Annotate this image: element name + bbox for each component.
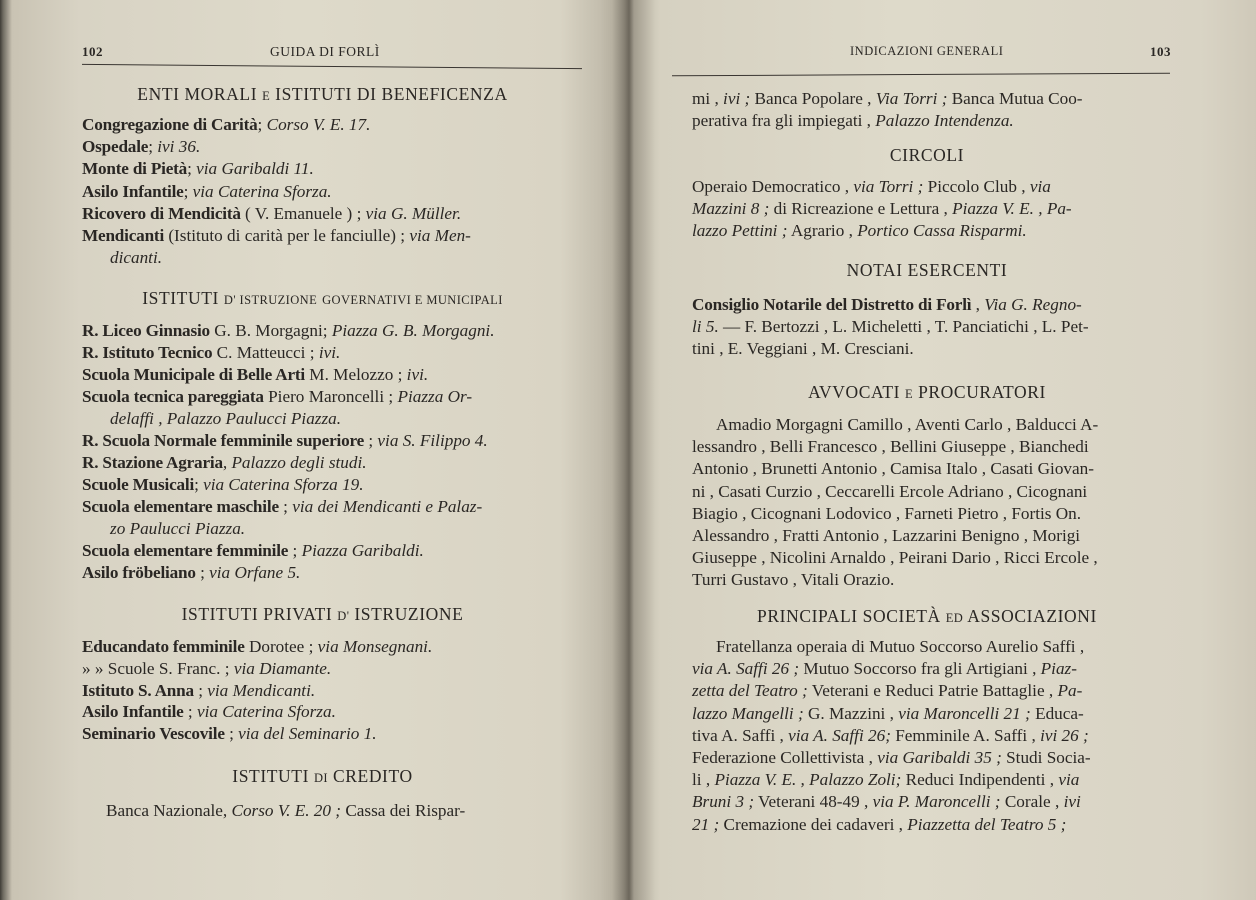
entry-text: G. Mazzini , xyxy=(803,703,899,723)
entry-address: Corso V. E. 17. xyxy=(266,115,371,134)
entry-address: via xyxy=(1058,770,1080,790)
heading-main: NOTAI ESERCENTI xyxy=(846,260,1008,280)
text-line xyxy=(82,658,583,680)
heading-main: ISTITUTI PRIVATI xyxy=(181,604,333,624)
header-rule xyxy=(82,64,582,69)
entry-text: tini , E. Veggiani , M. Cresciani. xyxy=(692,339,914,359)
entry-name: Monte di Pietà xyxy=(82,159,188,179)
entry-text: — F. Bertozzi , L. Micheletti , T. Panciatichi , L. Pet- xyxy=(718,317,1089,337)
entry-text: Educa- xyxy=(1030,703,1084,723)
section-heading xyxy=(672,606,1182,627)
entry-address: Via G. Regno- xyxy=(984,295,1082,314)
text-line xyxy=(692,725,1170,747)
text-line xyxy=(82,136,583,158)
entry-text: ; xyxy=(278,497,293,516)
entry-address: via del Seminario 1. xyxy=(238,724,377,744)
entry-address: via Garibaldi 11. xyxy=(196,159,314,179)
entry-address: lazzo Mangelli ; xyxy=(692,703,804,723)
entry-text: li , xyxy=(692,770,715,790)
entry-text: M. Melozzo ; xyxy=(304,365,407,384)
entry-address: Corso V. E. 20 ; xyxy=(231,801,342,820)
entry-text: ; xyxy=(194,475,204,494)
text-line xyxy=(692,110,1170,132)
running-head-left xyxy=(60,44,585,64)
entry-text: ; xyxy=(224,724,239,744)
entry-text: ( V. Emanuele ) ; xyxy=(240,203,366,223)
entry-name: Scuola elementare maschile xyxy=(82,497,279,516)
entry-text: Turri Gustavo , Vitali Orazio. xyxy=(692,570,895,590)
heading-rest: ISTITUTI DI BENEFICENZA xyxy=(275,84,508,104)
entry-address: Piazza Or- xyxy=(397,387,473,406)
entry-text: Giuseppe , Nicolini Arnaldo , Peirani Dario , Ricci Ercole , xyxy=(692,548,1098,568)
entry-text: Operaio Democratico , xyxy=(692,177,854,196)
entry-text: Studi Socia- xyxy=(1001,747,1091,767)
entry-name: Mendicanti xyxy=(82,225,165,245)
entry-address: via Monsegnani. xyxy=(317,637,433,656)
entry-text: di Ricreazione e Lettura , xyxy=(769,199,953,219)
text-line xyxy=(82,158,583,180)
entry-address: via dei Mendicanti e Palaz- xyxy=(292,497,483,516)
section-body xyxy=(692,176,1170,243)
entry-name: R. Istituto Tecnico xyxy=(82,343,213,362)
entry-text: ; xyxy=(288,541,302,560)
text-line xyxy=(692,458,1170,480)
text-line xyxy=(82,364,583,386)
entry-text: , xyxy=(971,295,985,314)
section-heading xyxy=(60,766,585,787)
text-line xyxy=(82,225,583,247)
header-rule xyxy=(672,73,1170,77)
entry-name: Educandato femminile xyxy=(82,637,245,656)
section-body xyxy=(82,636,583,745)
heading-conjunction: D' ISTRUZIONE xyxy=(223,293,318,307)
text-line xyxy=(692,703,1170,725)
entry-address: ivi xyxy=(1063,792,1081,812)
text-line xyxy=(82,181,583,203)
entry-address: Via Torri ; xyxy=(875,89,948,108)
heading-rest: CREDITO xyxy=(332,766,413,786)
entry-address: Bruni 3 ; xyxy=(692,792,755,812)
entry-address: via Torri ; xyxy=(853,177,924,196)
entry-address: Mazzini 8 ; xyxy=(692,199,770,219)
text-line xyxy=(692,769,1170,791)
entry-address: via Maroncelli 21 ; xyxy=(898,703,1031,723)
entry-address: via A. Saffi 26 ; xyxy=(692,659,800,679)
entry-address: ivi. xyxy=(318,343,341,362)
entry-text: ; xyxy=(148,137,158,157)
text-line xyxy=(82,408,583,430)
text-line xyxy=(82,540,583,562)
entry-text: ; xyxy=(364,431,378,450)
right-page xyxy=(672,0,1182,900)
entry-text: Piccolo Club , xyxy=(923,177,1030,196)
entry-text: Cassa dei Rispar- xyxy=(341,801,466,820)
entry-text: ; xyxy=(187,159,197,179)
section-heading xyxy=(672,260,1182,281)
entry-address: via P. Maroncelli ; xyxy=(872,792,1001,812)
entry-text: Corale , xyxy=(1000,792,1064,812)
entry-name: Ospedale xyxy=(82,137,149,157)
text-line xyxy=(82,114,583,136)
entry-text: ni , Casati Curzio , Ceccarelli Ercole Adriano , Cicognani xyxy=(692,481,1088,501)
entry-address: lazzo Pettini ; xyxy=(692,221,788,241)
entry-address: Palazzo degli studi. xyxy=(231,453,367,472)
heading-rest: ISTRUZIONE xyxy=(354,604,464,624)
text-line xyxy=(692,176,1170,198)
text-line xyxy=(82,342,583,364)
text-line xyxy=(82,800,583,822)
text-line xyxy=(692,294,1170,316)
text-line xyxy=(82,430,583,452)
entry-name: Asilo Infantile xyxy=(82,702,184,722)
heading-rest: PROCURATORI xyxy=(918,382,1046,402)
text-line xyxy=(692,525,1170,547)
entry-name: Consiglio Notarile del Distretto di Forlì xyxy=(692,295,972,314)
entry-text: Reduci Indipendenti , xyxy=(901,770,1059,790)
entry-text: ; xyxy=(183,181,193,201)
text-line xyxy=(692,338,1170,360)
text-line xyxy=(82,723,583,745)
entry-address: zo Paulucci Piazza. xyxy=(110,519,246,538)
entry-address: via Caterina Sforza. xyxy=(192,181,332,201)
entry-address: Piazza G. B. Morgagni. xyxy=(331,321,495,340)
text-line xyxy=(82,452,583,474)
entry-name: Scuola tecnica pareggiata xyxy=(82,387,264,406)
text-line xyxy=(692,791,1170,813)
entry-address: Piazza V. E. , Pa- xyxy=(952,199,1072,219)
section-body xyxy=(692,636,1170,836)
entry-name: Asilo fröbeliano xyxy=(82,563,196,582)
entry-name: Ricovero di Mendicità xyxy=(82,203,241,223)
running-title: INDICAZIONI GENERALI xyxy=(850,44,1004,58)
entry-text: Dorotee ; xyxy=(244,637,318,656)
text-line xyxy=(692,481,1170,503)
text-line xyxy=(82,320,583,342)
entry-text: ; xyxy=(257,115,267,134)
text-line xyxy=(82,680,583,702)
heading-main: PRINCIPALI SOCIETÀ xyxy=(757,606,941,626)
text-line xyxy=(82,636,583,658)
entry-name: R. Liceo Ginnasio xyxy=(82,321,210,340)
text-line xyxy=(692,198,1170,220)
entry-address: via S. Filippo 4. xyxy=(377,431,488,450)
entry-name: R. Stazione Agraria xyxy=(82,453,223,472)
section-heading xyxy=(60,604,585,625)
text-line xyxy=(692,636,1170,658)
heading-main: CIRCOLI xyxy=(889,145,965,165)
entry-name: Istituto S. Anna xyxy=(82,680,194,700)
section-heading xyxy=(60,84,585,105)
entry-text: Cremazione dei cadaveri , xyxy=(719,814,908,834)
heading-main: ISTITUTI xyxy=(142,288,219,308)
entry-address: li 5. xyxy=(692,317,719,337)
entry-text: ; xyxy=(195,563,210,582)
entry-text: Amadio Morgagni Camillo , Aventi Carlo , Balducci A- xyxy=(716,415,1099,434)
text-line xyxy=(692,414,1170,436)
entry-text: C. Matteucci ; xyxy=(212,343,319,362)
entry-text: Banca Mutua Coo- xyxy=(947,89,1083,108)
entry-text: » » Scuole S. Franc. ; xyxy=(82,658,234,678)
page-number: 103 xyxy=(1150,44,1171,59)
entry-text: , xyxy=(222,453,232,472)
entry-address: Palazzo Intendenza. xyxy=(875,111,1014,131)
text-line xyxy=(82,701,583,723)
text-line xyxy=(692,503,1170,525)
text-line xyxy=(82,562,583,584)
entry-address: ivi 26 ; xyxy=(1040,725,1089,745)
heading-main: AVVOCATI xyxy=(808,382,901,402)
text-line xyxy=(692,747,1170,769)
entry-text: Antonio , Brunetti Antonio , Camisa Italo , Casati Giovan- xyxy=(692,459,1094,479)
heading-conjunction: DI xyxy=(314,771,328,785)
section-body xyxy=(692,88,1170,132)
entry-text: Femminile A. Saffi , xyxy=(890,725,1041,745)
entry-address: via A. Saffi 26; xyxy=(788,725,891,745)
entry-text: ; xyxy=(183,702,197,722)
entry-text: Banca Nazionale, xyxy=(106,801,232,820)
section-body xyxy=(692,414,1170,592)
entry-address: via Caterina Sforza 19. xyxy=(203,475,364,494)
heading-conjunction: ED xyxy=(945,611,964,625)
heading-main: ISTITUTI xyxy=(232,766,310,786)
entry-address: via Mendicanti. xyxy=(207,680,316,700)
entry-name: Asilo Infantile xyxy=(82,181,184,201)
text-line xyxy=(82,247,583,269)
entry-text: (Istituto di carità per le fanciulle) ; xyxy=(164,225,410,245)
entry-name: Congregazione di Carità xyxy=(82,115,258,134)
entry-name: Scuola elementare femminile xyxy=(82,541,289,560)
text-line xyxy=(82,386,583,408)
entry-address: via G. Müller. xyxy=(365,203,462,223)
entry-address: ivi. xyxy=(406,365,429,384)
entry-text: Federazione Collettivista , xyxy=(692,747,878,767)
entry-address: Piazzetta del Teatro 5 ; xyxy=(907,814,1067,834)
text-line xyxy=(692,88,1170,110)
entry-address: delaffi , Palazzo Paulucci Piazza. xyxy=(110,409,342,428)
section-body xyxy=(82,114,583,269)
entry-address: via Caterina Sforza. xyxy=(196,702,336,722)
entry-text: Mutuo Soccorso fra gli Artigiani , xyxy=(799,659,1041,679)
entry-address: Piaz- xyxy=(1040,659,1077,679)
entry-name: Seminario Vescovile xyxy=(82,724,225,744)
heading-rest: ASSOCIAZIONI xyxy=(967,606,1097,626)
entry-address: via xyxy=(1029,177,1051,196)
entry-text: Agrario , xyxy=(787,221,858,241)
section-heading xyxy=(672,145,1182,166)
text-line xyxy=(692,658,1170,680)
entry-text: Fratellanza operaia di Mutuo Soccorso Aurelio Saffi , xyxy=(716,637,1085,656)
entry-name: Scuole Musicali xyxy=(82,475,195,494)
text-line xyxy=(692,569,1170,591)
entry-address: via Garibaldi 35 ; xyxy=(877,747,1002,767)
entry-text: G. B. Morgagni; xyxy=(209,321,332,340)
entry-text: perativa fra gli impiegati , xyxy=(692,111,876,131)
section-body xyxy=(82,320,583,584)
text-line xyxy=(692,547,1170,569)
entry-text: mi , xyxy=(692,89,724,108)
entry-address: ivi 36. xyxy=(157,137,201,157)
entry-text: Piero Maroncelli ; xyxy=(263,387,398,406)
entry-text: Banca Popolare , xyxy=(750,89,876,108)
entry-address: Pa- xyxy=(1057,681,1083,701)
entry-text: Veterani e Reduci Patrie Battaglie , xyxy=(807,681,1058,701)
entry-address: Portico Cassa Risparmi. xyxy=(857,221,1027,241)
entry-address: ivi ; xyxy=(723,89,751,108)
text-line xyxy=(692,316,1170,338)
entry-address: via Men- xyxy=(409,225,471,245)
text-line xyxy=(692,814,1170,836)
section-heading xyxy=(672,382,1182,403)
entry-text: Alessandro , Fratti Antonio , Lazzarini Benigno , Morigi xyxy=(692,525,1081,545)
entry-address: 21 ; xyxy=(692,814,720,834)
section-body xyxy=(82,800,583,822)
entry-address: dicanti. xyxy=(110,248,163,268)
entry-address: Piazza V. E. , Palazzo Zoli; xyxy=(714,770,902,790)
page-number: 102 xyxy=(82,44,103,59)
heading-conjunction: D' xyxy=(337,609,350,623)
heading-rest: GOVERNATIVI E MUNICIPALI xyxy=(322,293,503,307)
section-heading xyxy=(60,288,585,309)
entry-address: via Diamante. xyxy=(233,658,332,678)
text-line xyxy=(692,220,1170,242)
heading-conjunction: E xyxy=(262,89,271,103)
running-head-right xyxy=(672,44,1182,64)
section-body xyxy=(692,294,1170,361)
text-line xyxy=(692,680,1170,702)
entry-name: Scuola Municipale di Belle Arti xyxy=(82,365,305,384)
left-page xyxy=(60,0,585,900)
entry-name: R. Scuola Normale femminile superiore xyxy=(82,431,365,450)
running-title: GUIDA DI FORLÌ xyxy=(270,44,380,59)
entry-text: lessandro , Belli Francesco , Bellini Giuseppe , Bianchedi xyxy=(692,437,1089,457)
entry-text: ; xyxy=(193,680,208,700)
text-line xyxy=(82,203,583,225)
entry-text: tiva A. Saffi , xyxy=(692,725,789,745)
text-line xyxy=(692,436,1170,458)
heading-main: ENTI MORALI xyxy=(137,84,258,104)
entry-address: Piazza Garibaldi. xyxy=(301,541,424,560)
text-line xyxy=(82,474,583,496)
heading-conjunction: E xyxy=(905,387,914,401)
entry-text: Veterani 48-49 , xyxy=(754,792,873,812)
text-line xyxy=(82,518,583,540)
entry-address: via Orfane 5. xyxy=(209,563,301,582)
text-line xyxy=(82,496,583,518)
entry-text: Biagio , Cicognani Lodovico , Farneti Pietro , Fortis On. xyxy=(692,503,1082,523)
entry-address: zetta del Teatro ; xyxy=(692,681,808,701)
